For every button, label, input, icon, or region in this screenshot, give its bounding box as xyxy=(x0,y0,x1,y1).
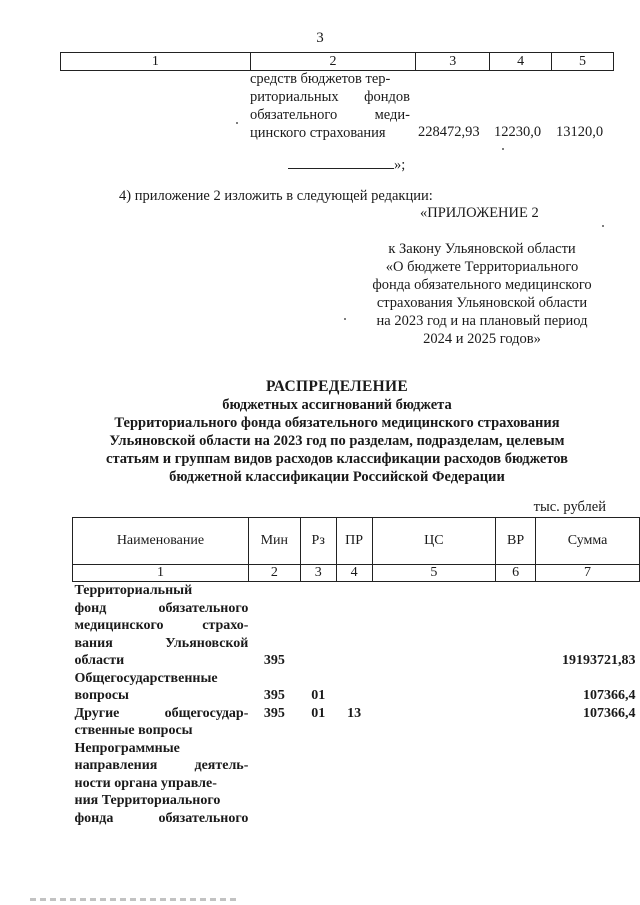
row-sum: 107366,4 xyxy=(583,705,636,721)
row-rz: 01 xyxy=(311,705,326,721)
continuation-table-header xyxy=(60,52,614,71)
table-row xyxy=(73,670,640,705)
row-vr xyxy=(496,705,536,740)
continuation-value-3: 228472,93 xyxy=(418,124,480,140)
heading-line: Территориального фонда обязательного медицинского страхования xyxy=(114,415,560,431)
heading-main: РАСПРЕДЕЛЕНИЕ xyxy=(266,378,408,395)
row-vr xyxy=(496,670,536,705)
appendix-ref-line: «О бюджете Территориального xyxy=(385,259,579,275)
row-rz: 01 xyxy=(311,688,326,703)
scan-speck xyxy=(602,225,604,227)
appendix-ref-line: 2024 и 2025 годов» xyxy=(423,331,541,347)
continuation-line: цинского страхования xyxy=(250,125,386,141)
continuation-line: обязательного меди- xyxy=(250,107,410,123)
scan-speck xyxy=(502,148,504,150)
row-min: 395 xyxy=(263,688,285,703)
appendix-title: «ПРИЛОЖЕНИЕ 2 xyxy=(420,205,539,221)
table-number-row xyxy=(73,565,640,582)
row-cs xyxy=(372,705,496,740)
page-number: 3 xyxy=(316,30,324,46)
row-sum: 107366,4 xyxy=(583,688,636,703)
budget-table xyxy=(72,517,640,827)
scan-footer-noise xyxy=(30,898,240,901)
table-row xyxy=(73,705,640,740)
table-row xyxy=(73,582,640,670)
row-name: Другие общегосудар- ственные вопросы xyxy=(74,705,249,738)
scan-speck xyxy=(236,122,238,124)
col-number: 7 xyxy=(536,565,640,582)
col-number: 5 xyxy=(372,565,496,582)
row-name: Общегосударственные вопросы xyxy=(74,670,218,703)
row-sum xyxy=(536,740,640,828)
heading-line: статьям и группам видов расходов классификации расходов бюджетов xyxy=(106,451,568,467)
row-rz xyxy=(300,582,336,670)
row-pr xyxy=(336,740,372,828)
row-min xyxy=(248,740,300,828)
continuation-col-3: 3 xyxy=(416,53,490,71)
appendix-reference xyxy=(362,240,602,348)
col-header-sum: Сумма xyxy=(536,518,640,565)
heading-line: бюджетных ассигнований бюджета xyxy=(222,397,452,413)
units-label: тыс. рублей xyxy=(533,499,606,515)
continuation-header-row xyxy=(61,53,614,71)
continuation-line: риториальных фондов xyxy=(250,89,410,105)
col-header-cs: ЦС xyxy=(372,518,496,565)
continuation-text xyxy=(250,70,410,142)
table-header-row xyxy=(73,518,640,565)
closing-line xyxy=(288,155,405,174)
col-header-min: Мин xyxy=(248,518,300,565)
row-name: Непрограммные направления деятель- ности органа управле- ния Территориального фонда обязательного xyxy=(74,740,249,826)
heading-line: Ульяновской области на 2023 год по разделам, подразделам, целевым xyxy=(109,433,565,449)
continuation-col-4: 4 xyxy=(490,53,552,71)
col-number: 6 xyxy=(496,565,536,582)
closing-quote: »; xyxy=(394,157,406,173)
col-header-vr: ВР xyxy=(496,518,536,565)
item-4-text: 4) приложение 2 изложить в следующей редакции: xyxy=(119,188,433,204)
row-cs xyxy=(372,670,496,705)
row-pr xyxy=(336,670,372,705)
document-heading xyxy=(60,378,614,486)
row-min: 395 xyxy=(263,653,285,668)
row-vr xyxy=(496,582,536,670)
appendix-ref-line: страхования Ульяновской области xyxy=(376,295,588,311)
row-min: 395 xyxy=(263,705,285,721)
col-header-name: Наименование xyxy=(73,518,249,565)
appendix-ref-line: на 2023 год и на плановый период xyxy=(376,313,588,329)
table-row xyxy=(73,740,640,828)
scan-speck xyxy=(344,318,346,320)
row-cs xyxy=(372,740,496,828)
continuation-value-4: 12230,0 xyxy=(494,124,542,140)
continuation-col-5: 5 xyxy=(552,53,614,71)
continuation-col-1: 1 xyxy=(61,53,251,71)
row-cs xyxy=(372,582,496,670)
underline-bar xyxy=(288,155,394,169)
col-number: 4 xyxy=(336,565,372,582)
appendix-ref-line: к Закону Ульяновской области xyxy=(388,241,576,257)
row-pr xyxy=(336,582,372,670)
row-vr xyxy=(496,740,536,828)
col-number: 2 xyxy=(248,565,300,582)
heading-line: бюджетной классификации Российской Федерации xyxy=(169,469,505,485)
continuation-value-5: 13120,0 xyxy=(556,124,604,140)
col-number: 1 xyxy=(73,565,249,582)
row-pr: 13 xyxy=(347,705,362,721)
col-header-rz: Рз xyxy=(300,518,336,565)
row-name: Территориальный фонд обязательного медицинского страхо- вания Ульяновской области xyxy=(74,583,249,668)
row-sum: 19193721,83 xyxy=(562,653,636,668)
continuation-line: средств бюджетов тер- xyxy=(250,71,391,87)
col-header-pr: ПР xyxy=(336,518,372,565)
appendix-ref-line: фонда обязательного медицинского xyxy=(372,277,592,293)
continuation-col-2: 2 xyxy=(250,53,416,71)
row-rz xyxy=(300,740,336,828)
col-number: 3 xyxy=(300,565,336,582)
